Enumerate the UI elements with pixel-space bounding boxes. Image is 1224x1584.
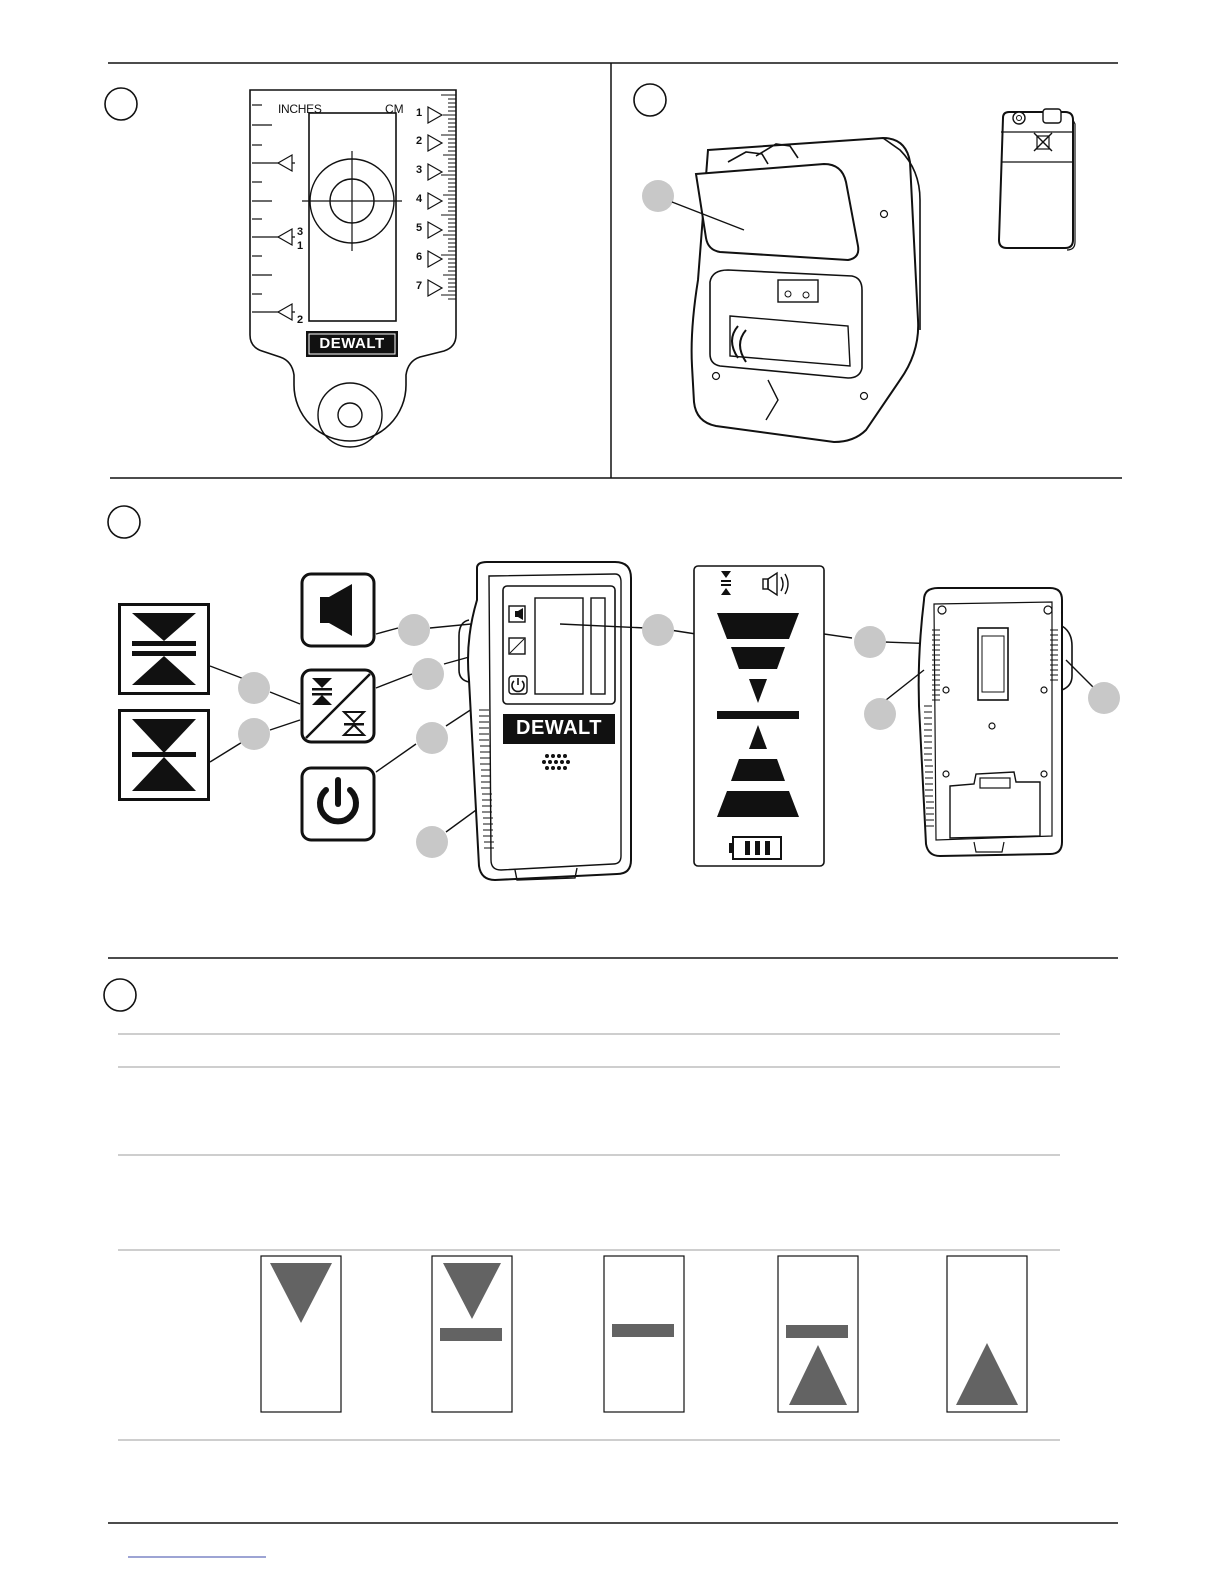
target-card-logo: DEWALT bbox=[319, 335, 385, 352]
figure-marker-c bbox=[106, 504, 142, 540]
inches-label: INCHES bbox=[278, 102, 322, 116]
cm-mark-4: 4 bbox=[416, 193, 423, 205]
cm-mark-7: 7 bbox=[416, 280, 423, 292]
callout-c2 bbox=[236, 716, 272, 752]
fine-accuracy-icon bbox=[118, 603, 210, 695]
figure-marker-a bbox=[103, 86, 139, 122]
figure-marker-b bbox=[632, 82, 668, 118]
indicator-on-grade bbox=[603, 1255, 685, 1413]
indicator-above-grade bbox=[260, 1255, 342, 1413]
figure-marker-d bbox=[102, 977, 138, 1013]
detector-logo: DEWALT bbox=[516, 717, 602, 739]
callout-back-right bbox=[1060, 656, 1124, 720]
coarse-accuracy-icon bbox=[118, 709, 210, 801]
grade-bar-mark bbox=[786, 1325, 848, 1338]
inch-mark-2: 2 bbox=[297, 314, 304, 326]
lcd-display bbox=[693, 565, 825, 867]
callout-c3 bbox=[396, 612, 432, 648]
grade-bar-mark bbox=[440, 1328, 502, 1341]
callout-lid bbox=[640, 178, 750, 238]
callout-back-left bbox=[860, 666, 930, 736]
cm-mark-1: 1 bbox=[416, 107, 423, 119]
detector-back bbox=[910, 586, 1075, 858]
target-card bbox=[240, 85, 470, 470]
callout-c1 bbox=[236, 670, 272, 706]
indicator-slightly-below bbox=[777, 1255, 859, 1413]
indicator-below-grade bbox=[946, 1255, 1028, 1413]
inch-mark-3: 3 bbox=[297, 226, 304, 238]
battery-9v bbox=[995, 104, 1080, 254]
indicator-slightly-above bbox=[431, 1255, 513, 1413]
cm-label: CM bbox=[385, 102, 404, 116]
callout-c5 bbox=[414, 720, 450, 756]
grade-bar-mark bbox=[612, 1324, 674, 1337]
cm-mark-2: 2 bbox=[416, 135, 423, 147]
callout-display bbox=[560, 612, 700, 648]
cm-mark-3: 3 bbox=[416, 164, 423, 176]
cm-mark-6: 6 bbox=[416, 251, 423, 263]
callout-c4 bbox=[410, 656, 446, 692]
cm-mark-5: 5 bbox=[416, 222, 423, 234]
inch-mark-1: 1 bbox=[297, 240, 304, 252]
callout-c6 bbox=[414, 824, 450, 860]
